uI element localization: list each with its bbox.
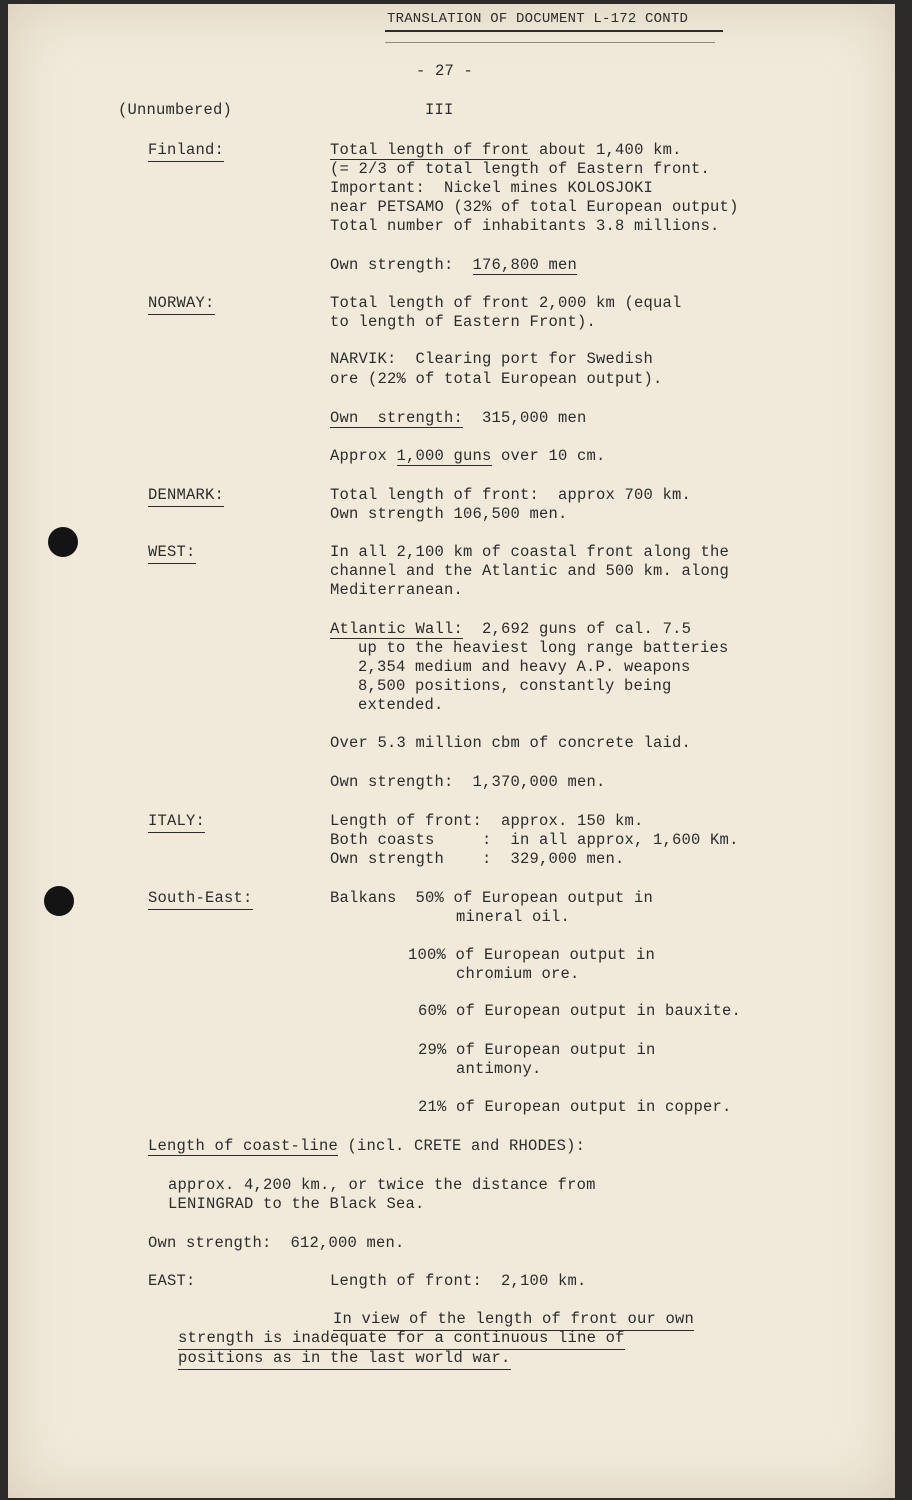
atlantic-wall-line1 (330, 620, 691, 640)
norway-guns-prefix: Approx (330, 447, 397, 465)
page-number: - 27 - (416, 62, 474, 80)
italy-line3: Own strength : 329,000 men. (330, 850, 625, 868)
finland-strength-value: 176,800 men (472, 256, 578, 274)
norway-guns-suffix: over 10 cm. (491, 447, 606, 465)
west-label: WEST: (148, 543, 196, 564)
norway-strength-value: 315,000 men (463, 409, 587, 427)
coast-strength: Own strength: 612,000 men. (148, 1234, 405, 1252)
east-conclusion-line1: In view of the length of front our own (333, 1310, 694, 1331)
norway-guns-count: 1,000 guns (396, 447, 492, 465)
punch-hole-bottom (44, 886, 74, 916)
denmark-label: DENMARK: (148, 486, 224, 507)
finland-front-length: Total length of front (330, 141, 530, 159)
denmark-line1: Total length of front: approx 700 km. (330, 486, 692, 504)
east-line1: Length of front: 2,100 km. (330, 1272, 587, 1290)
west-line1: In all 2,100 km of coastal front along the (330, 543, 730, 561)
south-east-l3: 60% of European output in bauxite. (418, 1002, 742, 1020)
italy-line1: Length of front: approx. 150 km. (330, 812, 644, 830)
south-east-l1b: mineral oil. (456, 908, 571, 926)
coast-heading-detail: (incl. CRETE and RHODES): (338, 1137, 586, 1155)
south-east-l2b: chromium ore. (456, 965, 580, 983)
south-east-l4b: antimony. (456, 1060, 542, 1078)
east-label: EAST: (148, 1272, 196, 1290)
scan-edge (895, 0, 912, 1500)
narvik-line2: ore (22% of total European output). (330, 370, 663, 388)
east-conclusion-line3: positions as in the last world war. (178, 1349, 511, 1370)
denmark-line2: Own strength 106,500 men. (330, 505, 568, 523)
south-east-l4: 29% of European output in (418, 1041, 656, 1059)
south-east-l2: 100% of European output in (408, 946, 656, 964)
italy-line2: Both coasts : in all approx, 1,600 Km. (330, 831, 739, 849)
south-east-l5: 21% of European output in copper. (418, 1098, 732, 1116)
norway-line2: to length of Eastern Front). (330, 313, 597, 331)
norway-line1: Total length of front 2,000 km (equal (330, 294, 682, 312)
west-line2: channel and the Atlantic and 500 km. along (330, 562, 730, 580)
finland-line3: Important: Nickel mines KOLOSJOKI (330, 179, 654, 197)
west-concrete: Over 5.3 million cbm of concrete laid. (330, 734, 692, 752)
norway-guns (330, 447, 606, 467)
finland-line2: (= 2/3 of total length of Eastern front. (330, 160, 711, 178)
atlantic-wall-label: Atlantic Wall: (330, 620, 464, 638)
finland-label: Finland: (148, 141, 224, 162)
atlantic-wall-line5: extended. (358, 696, 444, 714)
italy-label: ITALY: (148, 812, 205, 833)
atlantic-wall-guns: 2,692 guns of cal. 7.5 (463, 620, 692, 638)
west-line3: Mediterranean. (330, 581, 464, 599)
document-title: TRANSLATION OF DOCUMENT L-172 CONTD (387, 11, 689, 27)
unnumbered-label: (Unnumbered) (118, 101, 233, 119)
norway-label: NORWAY: (148, 294, 215, 315)
south-east-label: South-East: (148, 889, 253, 910)
narvik-line1: NARVIK: Clearing port for Swedish (330, 350, 654, 368)
south-east-l1: Balkans 50% of European output in (330, 889, 654, 907)
coast-heading (148, 1137, 585, 1157)
finland-line4: near PETSAMO (32% of total European output) (330, 198, 739, 216)
norway-strength-label: Own strength: (330, 409, 464, 427)
finland-line5: Total number of inhabitants 3.8 millions. (330, 217, 720, 235)
east-conclusion-line2: strength is inadequate for a continuous line of (178, 1329, 625, 1350)
coast-line2: LENINGRAD to the Black Sea. (168, 1195, 425, 1213)
punch-hole-top (48, 527, 78, 557)
section-number: III (425, 101, 454, 119)
coast-heading-label: Length of coast-line (148, 1137, 339, 1155)
atlantic-wall-line3: 2,354 medium and heavy A.P. weapons (358, 658, 691, 676)
atlantic-wall-line4: 8,500 positions, constantly being (358, 677, 672, 695)
title-underline-2 (385, 42, 715, 43)
norway-strength (330, 409, 587, 429)
finland-line1 (330, 141, 682, 161)
finland-front-value: about 1,400 km. (529, 141, 682, 159)
west-strength: Own strength: 1,370,000 men. (330, 773, 606, 791)
finland-strength-label: Own strength: (330, 256, 473, 274)
atlantic-wall-line2: up to the heaviest long range batteries (358, 639, 729, 657)
finland-strength (330, 256, 577, 276)
title-underline (385, 30, 723, 32)
coast-line1: approx. 4,200 km., or twice the distance from (168, 1176, 596, 1194)
